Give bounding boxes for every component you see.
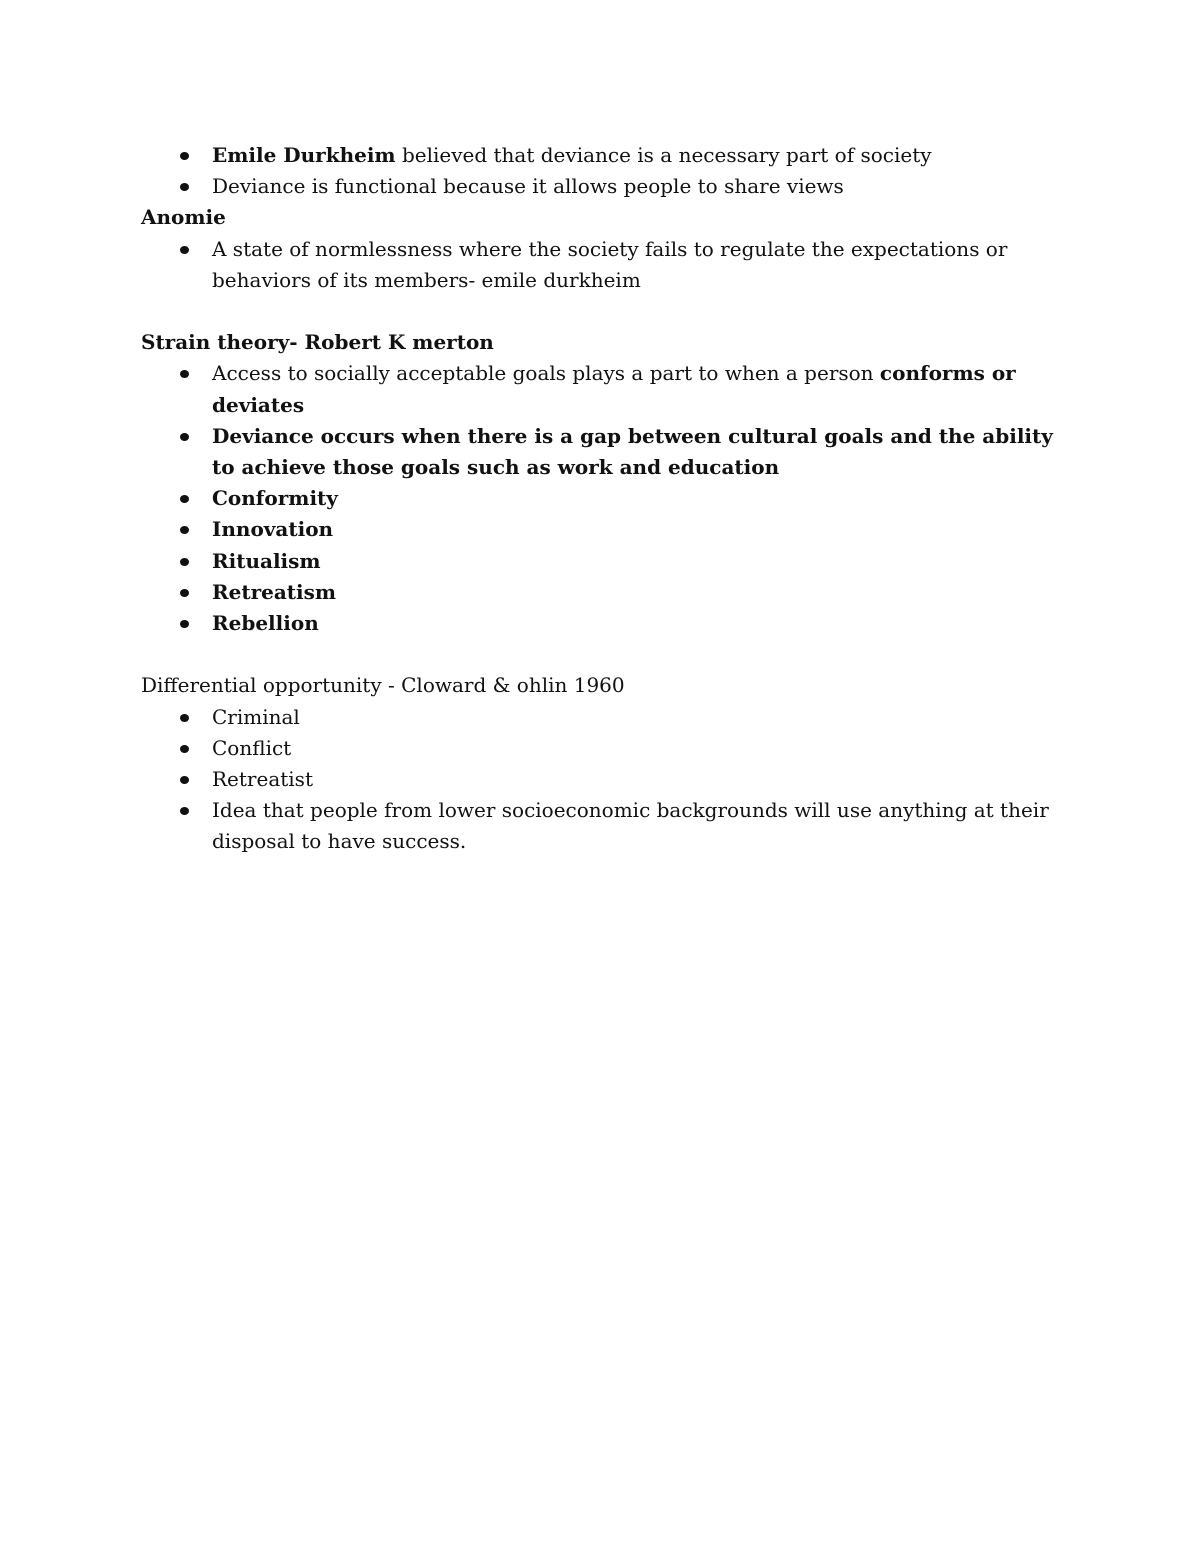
list-item-text: Access to socially acceptable goals plays a part to when a person <box>212 361 880 386</box>
list-item-text: Deviance occurs when there is a gap between cultural goals and the ability to achieve those goals such as work and education <box>212 423 1053 480</box>
list-item-mode <box>141 546 1061 577</box>
list-item-text: Idea that people from lower socioeconomic backgrounds will use anything at their disposal to have success. <box>212 798 1049 854</box>
list-item-text: Rebellion <box>212 611 319 636</box>
bullet-icon <box>180 589 189 597</box>
term-emile-durkheim: Emile Durkheim <box>212 143 396 167</box>
strain-list <box>141 358 1061 639</box>
list-item <box>141 358 1061 420</box>
section-heading-anomie: Anomie <box>141 205 226 230</box>
bullet-icon <box>180 558 189 566</box>
section-heading-strain-theory: Strain theory- Robert K merton <box>141 330 494 355</box>
bullet-icon <box>180 433 189 441</box>
list-item-text: Ritualism <box>212 548 321 573</box>
list-item <box>141 171 1061 202</box>
list-item-text: believed that deviance is a necessary part of society <box>395 143 932 167</box>
list-item <box>141 421 1061 483</box>
bullet-icon <box>180 526 189 534</box>
bullet-icon <box>180 807 189 815</box>
list-item <box>141 733 1061 764</box>
differential-list <box>141 702 1061 858</box>
list-item-text: Conformity <box>212 486 338 511</box>
term-conforms-or-deviates: conforms or deviates <box>212 361 1016 417</box>
section-heading-differential-opportunity: Differential opportunity - Cloward & ohlin 1960 <box>141 673 625 698</box>
bullet-icon <box>180 714 189 722</box>
list-item-mode <box>141 514 1061 545</box>
bullet-icon <box>180 495 189 503</box>
blank-line <box>141 296 1061 327</box>
blank-line <box>141 639 1061 670</box>
bullet-icon <box>180 183 189 191</box>
anomie-list <box>141 234 1061 296</box>
list-item <box>141 234 1061 296</box>
bullet-icon <box>180 620 189 628</box>
list-item-mode <box>141 577 1061 608</box>
list-item-mode <box>141 608 1061 639</box>
durkheim-list <box>141 140 1061 202</box>
list-item <box>141 702 1061 733</box>
list-item-text: A state of normlessness where the society fails to regulate the expectations or behaviors of its members- emile durkheim <box>212 236 1008 292</box>
list-item-text: Retreatism <box>212 579 337 604</box>
list-item-text: Innovation <box>212 517 334 542</box>
list-item-mode <box>141 483 1061 514</box>
list-item <box>141 140 1061 171</box>
bullet-icon <box>180 152 189 160</box>
bullet-icon <box>180 246 189 254</box>
list-item-text: Conflict <box>212 735 292 760</box>
list-item-text: Deviance is functional because it allows people to share views <box>212 174 844 199</box>
list-item-text: Criminal <box>212 704 300 729</box>
bullet-icon <box>180 370 189 378</box>
bullet-icon <box>180 776 189 784</box>
document-page <box>141 140 1061 858</box>
list-item <box>141 764 1061 795</box>
bullet-icon <box>180 745 189 753</box>
list-item <box>141 795 1061 857</box>
list-item-text: Retreatist <box>212 767 313 792</box>
